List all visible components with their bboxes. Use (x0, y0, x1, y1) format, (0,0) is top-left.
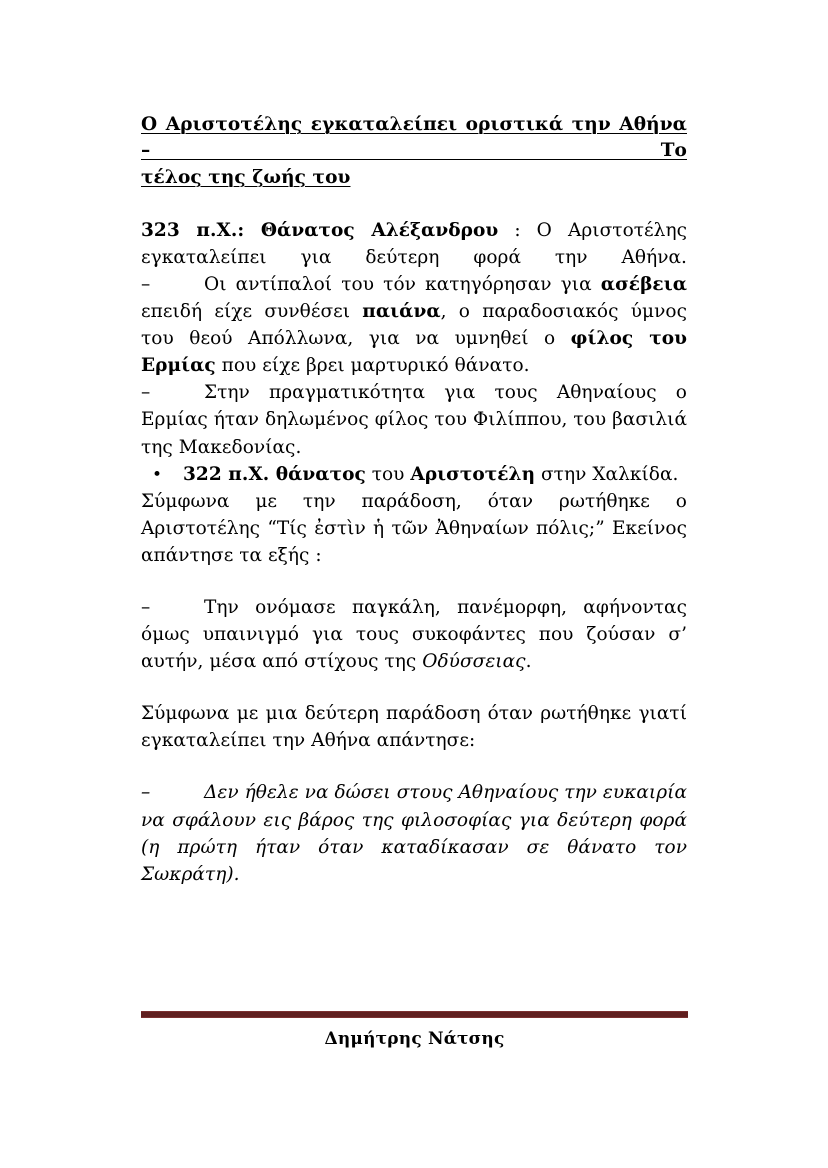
paragraph-tradition-first (141, 488, 687, 569)
run-bold-filos-ermias: φίλος του Ερμίας (141, 328, 687, 377)
page-title-line-2: τέλος της ζωής του (141, 166, 351, 188)
run-1: Οι αντίπαλοί του τόν κατηγόρησαν για (204, 273, 601, 295)
run-bold-paiana: παιάνα (362, 301, 441, 323)
spacer (141, 675, 687, 700)
paragraph-323-bc (141, 217, 687, 271)
paragraph-socrates (141, 779, 687, 887)
spacer (141, 569, 687, 594)
run-period: . (525, 651, 532, 673)
paragraph-322-bc (141, 461, 687, 488)
run-regular-323: : Ο Αριστοτέλης εγκαταλείπει για δεύτερη φορά την Αθήνα. (141, 219, 688, 268)
run-3: , ο παραδοσιακός ύμνος του θεού Απόλλωνα, για να υμνηθεί ο (141, 301, 688, 350)
run-socrates: Δεν ήθελε να δώσει στους Αθηναίους την ευκαιρία να σφάλουν εις βάρος της φιλοσοφίας για δεύτερη φορά (η πρώτη ήταν όταν καταδίκασαν σε θάνατο τον Σωκράτη). (141, 782, 687, 885)
run-ermias: Στην πραγματικότητα για τους Αθηναίους ο Ερμίας ήταν δηλωμένος φίλος του Φιλίππου, του βασιλιά της Μακεδονίας. (141, 382, 687, 458)
page-footer (141, 1011, 688, 1049)
run-tou: του (365, 463, 411, 485)
paragraph-ermias (141, 379, 687, 460)
page-title (141, 112, 687, 191)
run-tradition-1: Σύμφωνα με την παράδοση, όταν ρωτήθηκε ο Αριστοτέλης “Τίς ἐστὶν ἡ τῶν Ἀθηναίων πόλις;” Εκείνος απάντησε τα εξής : (141, 490, 687, 566)
run-bold-asebeia: ασέβεια (600, 273, 687, 295)
spacer (141, 191, 687, 217)
paragraph-asebeia (141, 271, 687, 379)
footer-author: Δημήτρης Νάτσης (324, 1029, 505, 1049)
paragraph-tradition-second (141, 700, 687, 754)
run-italic-odysseias: Οδύσσειας (422, 651, 526, 673)
line (141, 217, 687, 271)
footer-divider (141, 1011, 688, 1018)
run-4: που είχε βρει μαρτυρικό θάνατο. (215, 355, 530, 377)
run-2: επειδή είχε συνθέσει (141, 301, 363, 323)
run-pagkali: Την ονόμασε παγκάλη, πανέμορφη, αφήνοντας όμως υπαινιγμό για τους συκοφάντες που ζούσαν σ’ αυτήν, μέσα από στίχους της (141, 597, 687, 673)
run-bold-323: 323 π.Χ.: Θάνατος Αλέξανδρου (141, 219, 499, 241)
document-body (141, 112, 687, 888)
page-title-line-1: Ο Αριστοτέλης εγκαταλείπει οριστικά την Αθήνα – Το (141, 114, 687, 162)
paragraph-pagkali (141, 594, 687, 675)
run-bold-322: 322 π.Χ. θάνατος (183, 463, 366, 485)
run-chalkida: στην Χαλκίδα. (535, 463, 679, 485)
spacer (141, 754, 687, 779)
run-bold-aristoteli: Αριστοτέλη (410, 463, 536, 485)
run-tradition-2: Σύμφωνα με μια δεύτερη παράδοση όταν ρωτήθηκε γιατί εγκαταλείπει την Αθήνα απάντησε: (141, 703, 687, 752)
